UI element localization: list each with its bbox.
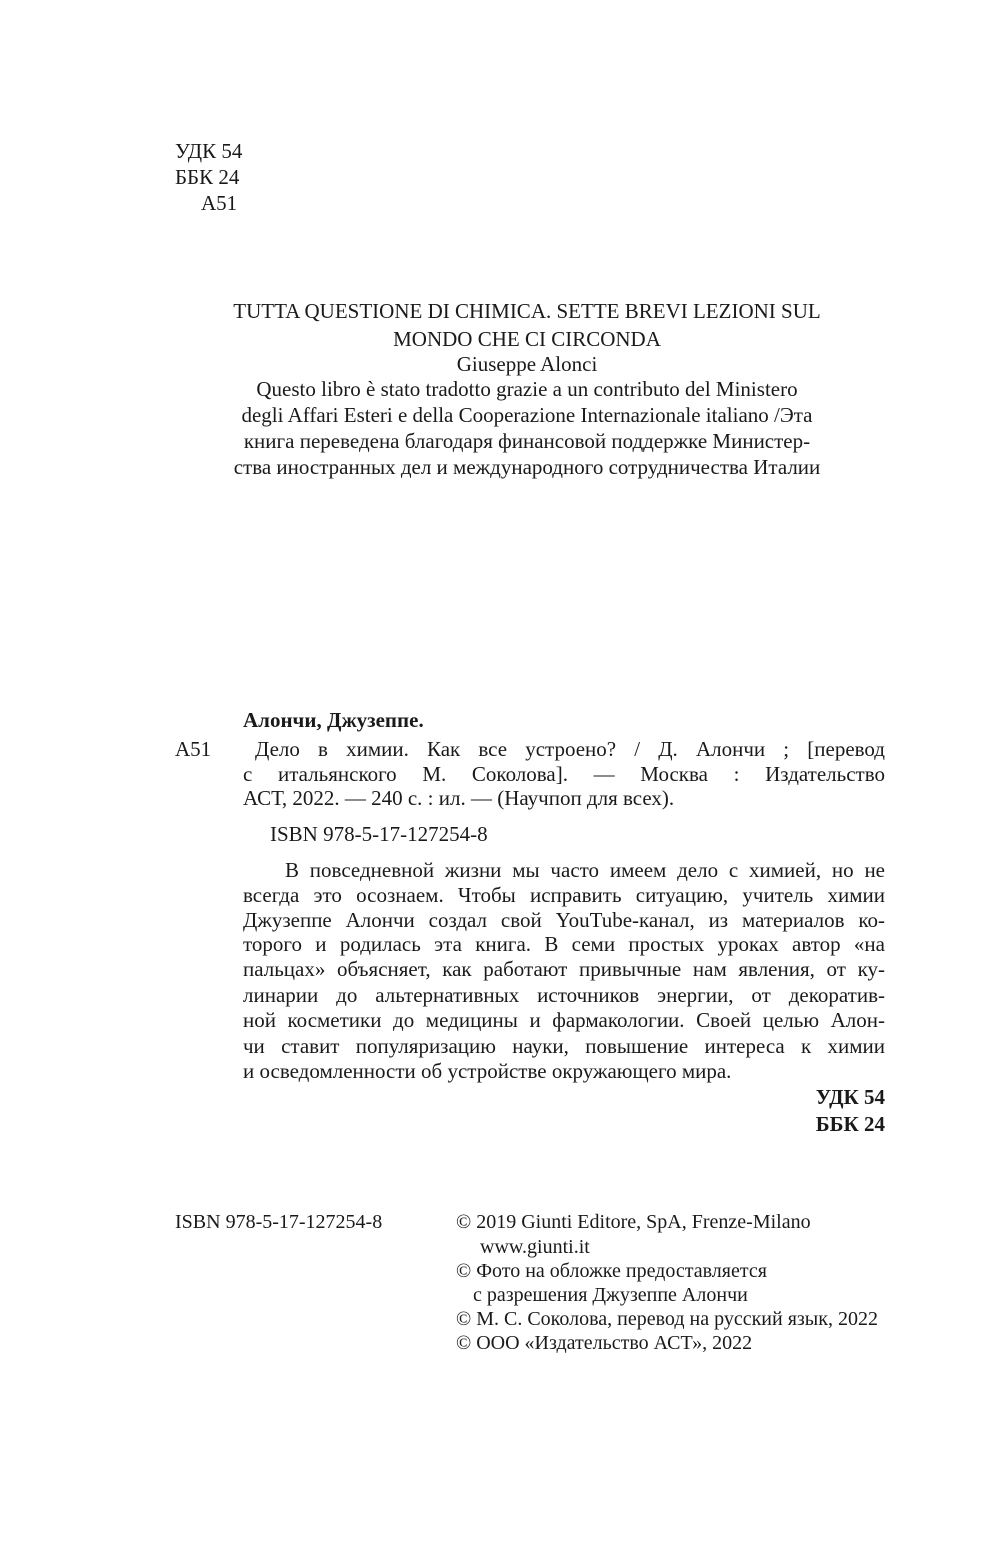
original-title-line: MONDO CHE CI CIRCONDA [393,327,661,351]
annotation-line: и осведомленности об устройстве окружающего мира. [243,1059,732,1083]
record-line: Дело в химии. Как все устроено? / Д. Алончи ; [перевод [255,737,885,761]
original-title-line: TUTTA QUESTIONE DI CHIMICA. SETTE BREVI LEZIONI SUL [233,299,821,323]
annotation-line: В повседневной жизни мы часто имеем дело с химией, но не [285,858,885,882]
bbk-top: ББК 24 [175,165,240,189]
publisher-website: www.giunti.it [480,1236,590,1258]
annotation-line: линарии до альтернативных источников энергии, от декоратив- [243,983,885,1007]
record-bbk: ББК 24 [815,1112,885,1136]
original-author: Giuseppe Alonci [456,352,598,376]
record-line: АСТ, 2022. — 240 с. : ил. — (Научпоп для всех). [243,786,675,810]
author-mark-top: А51 [201,191,238,215]
copyright-line: © М. С. Соколова, перевод на русский язык, 2022 [456,1308,878,1330]
annotation-line: чи ставит популяризацию науки, повышение интереса к химии [243,1034,885,1058]
copyright-line: с разрешения Джузеппе Алончи [473,1284,748,1306]
record-line: с итальянского М. Соколова]. — Москва : Издательство [243,762,885,786]
record-heading: Алончи, Джузеппе. [243,708,424,732]
grant-line: Questo libro è stato tradotto grazie a un contributo del Ministero [256,377,798,401]
annotation-line: ной косметики до медицины и фармакологии. Своей целью Алон- [243,1008,885,1032]
grant-line: degli Affari Esteri e della Cooperazione Internazionale italiano /Эта [241,403,813,427]
copyright-line: © ООО «Издательство АСТ», 2022 [456,1332,753,1354]
record-udk: УДК 54 [815,1085,885,1109]
copyright-line: © 2019 Giunti Editore, SpA, Frenze-Milano [456,1211,811,1233]
copyright-line: © Фото на обложке предоставляется [456,1260,767,1282]
annotation-line: Джузеппе Алончи создал свой YouTube-канал, из материалов ко- [243,908,885,932]
annotation-line: торого и родилась эта книга. В семи простых уроках автор «на [243,932,885,956]
grant-line: книга переведена благодаря финансовой поддержке Министер- [243,429,811,453]
footer-isbn: ISBN 978-5-17-127254-8 [175,1211,383,1233]
record-isbn: ISBN 978-5-17-127254-8 [270,822,488,846]
annotation-line: всегда это осознаем. Чтобы исправить ситуацию, учитель химии [243,883,885,907]
udk-top: УДК 54 [175,139,243,163]
annotation-line: пальцах» объясняет, как работают привычные нам явления, от ку- [243,957,885,981]
grant-line: ства иностранных дел и международного сотрудничества Италии [233,455,821,479]
record-mark: А51 [175,737,212,761]
